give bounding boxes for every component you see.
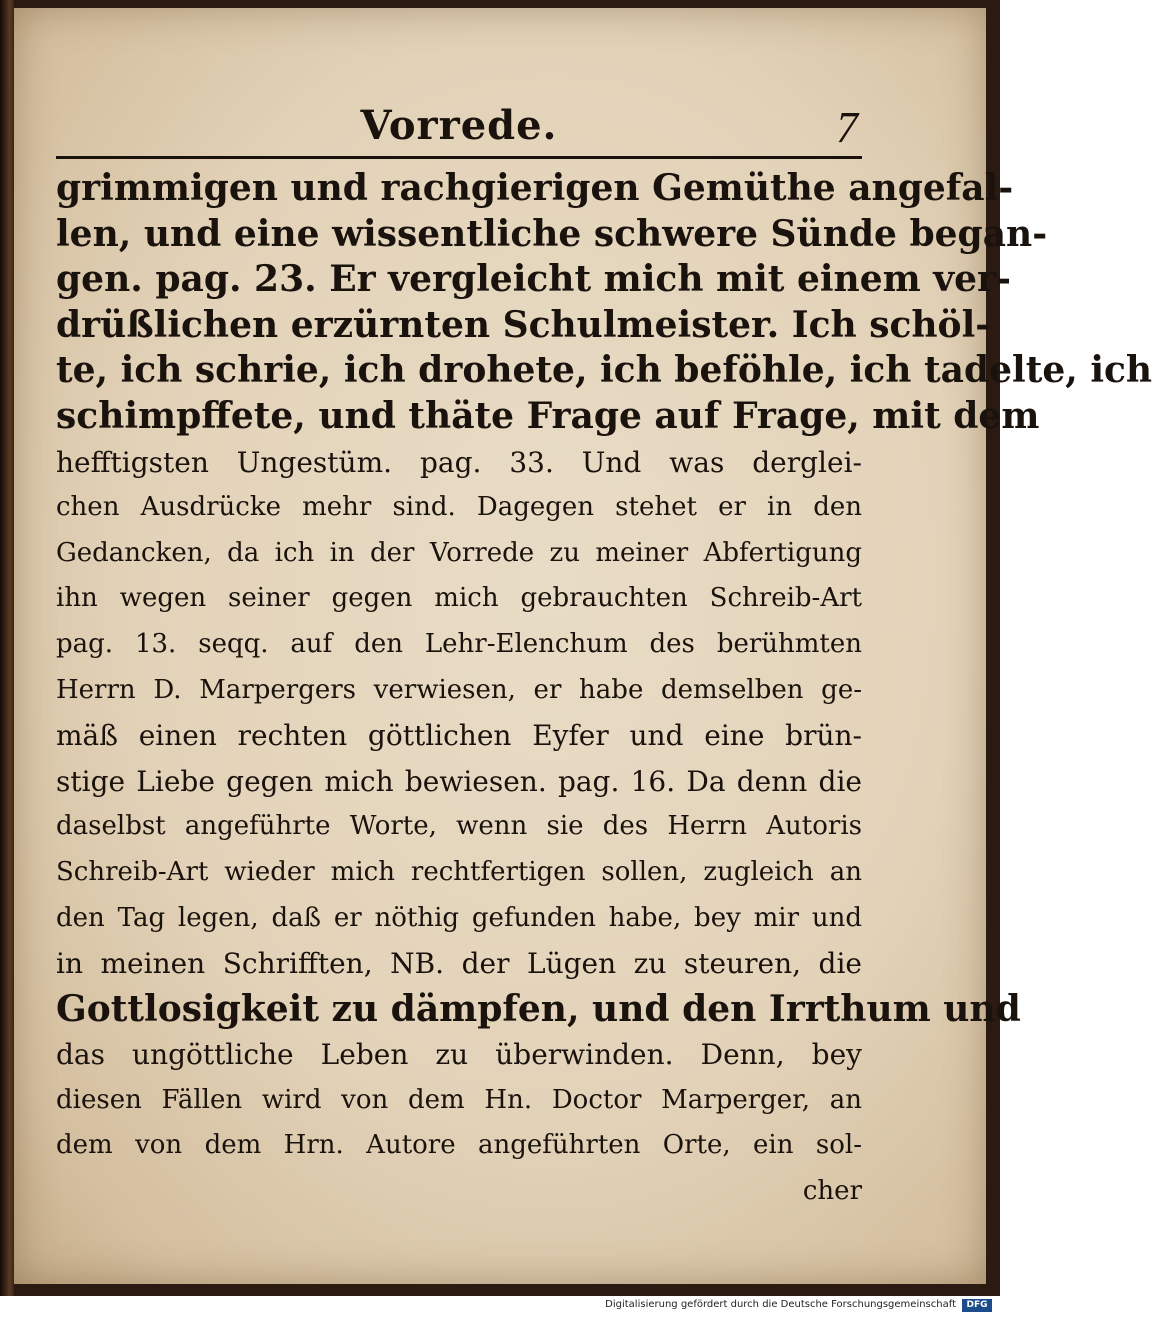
text-line: pag. 13. seqq. auf den Lehr-Elenchum des berühmten [56, 628, 862, 659]
digitization-footer [0, 1296, 1000, 1317]
running-head: Vorrede. [360, 102, 558, 149]
body-text [56, 166, 1152, 1215]
book-spine-edge [0, 0, 14, 1296]
dfg-logo: DFG [962, 1299, 992, 1312]
text-line: dem von dem Hrn. Autore angeführten Orte, ein sol- [56, 1130, 862, 1161]
text-line: mäß einen rechten göttlichen Eyfer und eine brün- [56, 719, 862, 753]
text-line: Gedancken, da ich in der Vorrede zu meiner Abfertigung [56, 537, 862, 568]
page-number: 7 [836, 103, 858, 152]
text-line: stige Liebe gegen mich bewiesen. pag. 16. Da denn die [56, 764, 862, 798]
text-line: das ungöttliche Leben zu überwinden. Denn, bey [56, 1038, 862, 1072]
header-rule [56, 156, 862, 159]
text-line: Schreib-Art wieder mich rechtfertigen sollen, zugleich an [56, 856, 862, 887]
text-line: Gottlosigkeit zu dämpfen, und den Irrthum und [56, 987, 1021, 1030]
text-line: hefftigsten Ungestüm. pag. 33. Und was derglei- [56, 445, 862, 479]
text-line: Herrn D. Marpergers verwiesen, er habe demselben ge- [56, 674, 862, 705]
text-line: daselbst angeführte Worte, wenn sie des Herrn Autoris [56, 811, 862, 842]
text-line: grimmigen und rachgierigen Gemüthe angefal- [56, 167, 1014, 209]
funding-credit: Digitalisierung gefördert durch die Deutsche Forschungsgemeinschaft [605, 1299, 956, 1310]
text-line: gen. pag. 23. Er vergleicht mich mit einem ver- [56, 258, 1011, 301]
text-line: ihn wegen seiner gegen mich gebrauchten Schreib-Art [56, 583, 862, 614]
text-line: chen Ausdrücke mehr sind. Dagegen stehet er in den [56, 492, 862, 523]
text-line: schimpffete, und thäte Frage auf Frage, mit dem [56, 394, 1040, 437]
text-line: te, ich schrie, ich drohete, ich beföhle, ich tadelte, ich [56, 349, 1152, 392]
text-line: len, und eine wissentliche schwere Sünde began- [56, 212, 1048, 255]
catchword: cher [802, 1176, 862, 1207]
text-line: diesen Fällen wird von dem Hn. Doctor Marperger, an [56, 1084, 862, 1115]
text-line: in meinen Schrifften, NB. der Lügen zu steuren, die [56, 947, 862, 981]
text-line: den Tag legen, daß er nöthig gefunden habe, bey mir und [56, 902, 862, 933]
text-line: drüßlichen erzürnten Schulmeister. Ich schöl- [56, 303, 991, 346]
page-header [56, 96, 862, 166]
